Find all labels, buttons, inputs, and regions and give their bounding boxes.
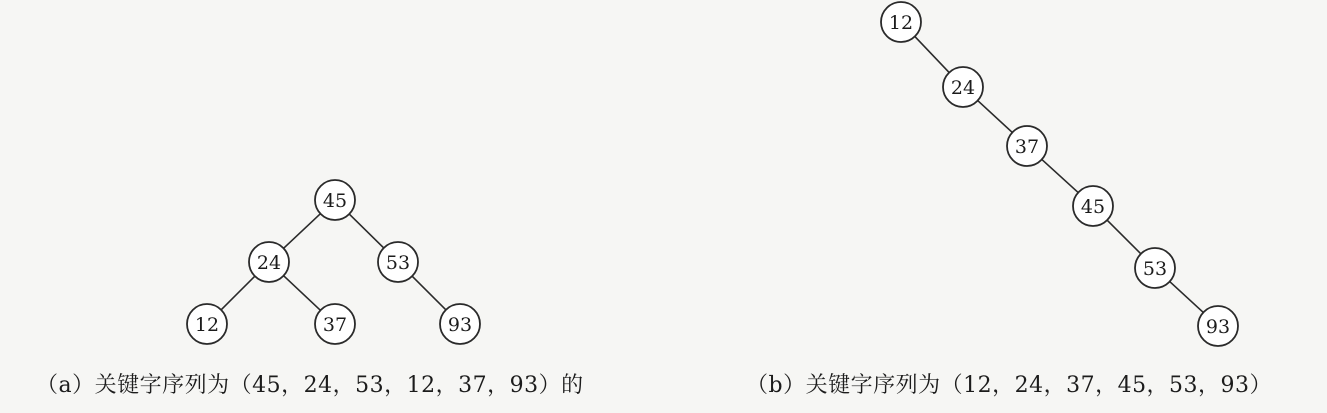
tree-a-node-label: 53 <box>385 252 411 274</box>
nodes-layer <box>187 2 1238 346</box>
tree-b-edge-b12-b24 <box>915 36 949 72</box>
tree-a-node-24 <box>249 242 289 282</box>
tree-b-node-12 <box>881 2 921 42</box>
tree-a-node-label: 37 <box>322 314 348 336</box>
tree-b-node-label: 93 <box>1205 316 1231 338</box>
tree-b-edge-b45-b53 <box>1107 220 1141 254</box>
edges-layer <box>221 36 1203 312</box>
tree-a-node-label: 93 <box>447 314 473 336</box>
tree-a-edge-a45-a24 <box>284 214 321 249</box>
tree-b-edge-b37-b45 <box>1042 159 1078 192</box>
tree-a-node-12 <box>187 304 227 344</box>
tree-a-node-93 <box>440 304 480 344</box>
caption-tree-a: （a）关键字序列为（45，24，53，12，37，93）的 <box>36 373 584 398</box>
tree-b-node-label: 53 <box>1142 258 1168 280</box>
tree-a-node-label: 45 <box>322 190 348 212</box>
tree-a-node-label: 24 <box>256 252 282 274</box>
tree-a-node-37 <box>315 304 355 344</box>
tree-b-node-45 <box>1073 186 1113 226</box>
tree-a-node-53 <box>378 242 418 282</box>
tree-b-node-label: 37 <box>1014 136 1040 158</box>
tree-b-edge-b24-b37 <box>978 101 1013 133</box>
tree-b-node-label: 12 <box>888 12 914 34</box>
tree-b-node-label: 24 <box>950 77 976 99</box>
tree-a-edge-a24-a12 <box>221 276 255 310</box>
tree-a-node-label: 12 <box>194 314 220 336</box>
tree-b-node-24 <box>943 67 983 107</box>
tree-b-node-53 <box>1135 248 1175 288</box>
tree-b-edge-b53-b93 <box>1170 282 1204 313</box>
tree-b-node-label: 45 <box>1080 196 1106 218</box>
tree-a-edge-a24-a37 <box>284 276 321 311</box>
tree-b-node-93 <box>1198 306 1238 346</box>
tree-b-node-37 <box>1007 126 1047 166</box>
tree-a-edge-a45-a53 <box>349 214 383 248</box>
caption-tree-b: （b）关键字序列为（12，24，37，45，53，93） <box>746 373 1273 398</box>
tree-a-node-45 <box>315 180 355 220</box>
tree-a-edge-a53-a93 <box>412 276 446 310</box>
